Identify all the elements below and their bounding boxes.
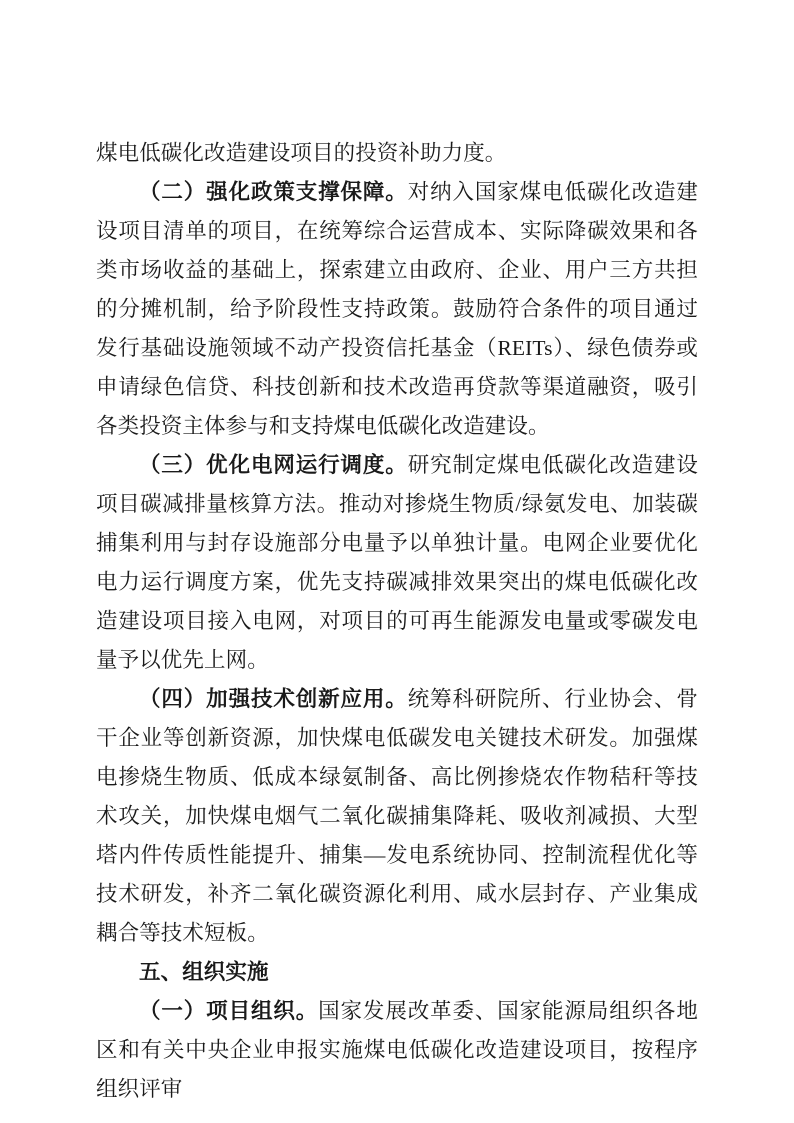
paragraph-subsection-1 [96,992,698,1109]
paragraph-text: 国家发展改革委、国家能源局组织各地区和有关中央企业申报实施煤电低碳化改造建设项目，按程序组织评审 [96,999,698,1101]
paragraph-lead: （一）项目组织。 [139,999,319,1023]
paragraph-section-4 [96,680,698,953]
paragraph-section-3 [96,446,698,680]
paragraph-lead: （四）加强技术创新应用。 [139,687,408,711]
heading-text: 五、组织实施 [139,960,269,984]
paragraph-text: 研究制定煤电低碳化改造建设项目碳减排量核算方法。推动对掺烧生物质/绿氨发电、加装碳捕集利用与封存设施部分电量予以单独计量。电网企业要优化电力运行调度方案，优先支持碳减排效果突出的煤电低碳化改造建设项目接入电网，对项目的可再生能源发电量或零碳发电量予以优先上网。 [96,453,698,672]
paragraph-lead: （二）强化政策支撑保障。 [139,180,408,204]
paragraph-continuation [96,134,698,173]
paragraph-text: 统筹科研院所、行业协会、骨干企业等创新资源，加快煤电低碳发电关键技术研发。加强煤电掺烧生物质、低成本绿氨制备、高比例掺烧农作物秸秆等技术攻关，加快煤电烟气二氧化碳捕集降耗、吸收剂减损、大型塔内件传质性能提升、捕集—发电系统协同、控制流程优化等技术研发，补齐二氧化碳资源化利用、咸水层封存、产业集成耦合等技术短板。 [96,687,698,945]
paragraph-lead: （三）优化电网运行调度。 [139,453,408,477]
paragraph-section-2 [96,173,698,446]
paragraph-text: 煤电低碳化改造建设项目的投资补助力度。 [96,141,507,165]
paragraph-text: 对纳入国家煤电低碳化改造建设项目清单的项目，在统筹综合运营成本、实际降碳效果和各类市场收益的基础上，探索建立由政府、企业、用户三方共担的分摊机制，给予阶段性支持政策。鼓励符合条件的项目通过发行基础设施领域不动产投资信托基金（REITs）、绿色债券或申请绿色信贷、科技创新和技术改造再贷款等渠道融资，吸引各类投资主体参与和支持煤电低碳化改造建设。 [96,180,698,438]
section-heading-5 [96,953,698,992]
